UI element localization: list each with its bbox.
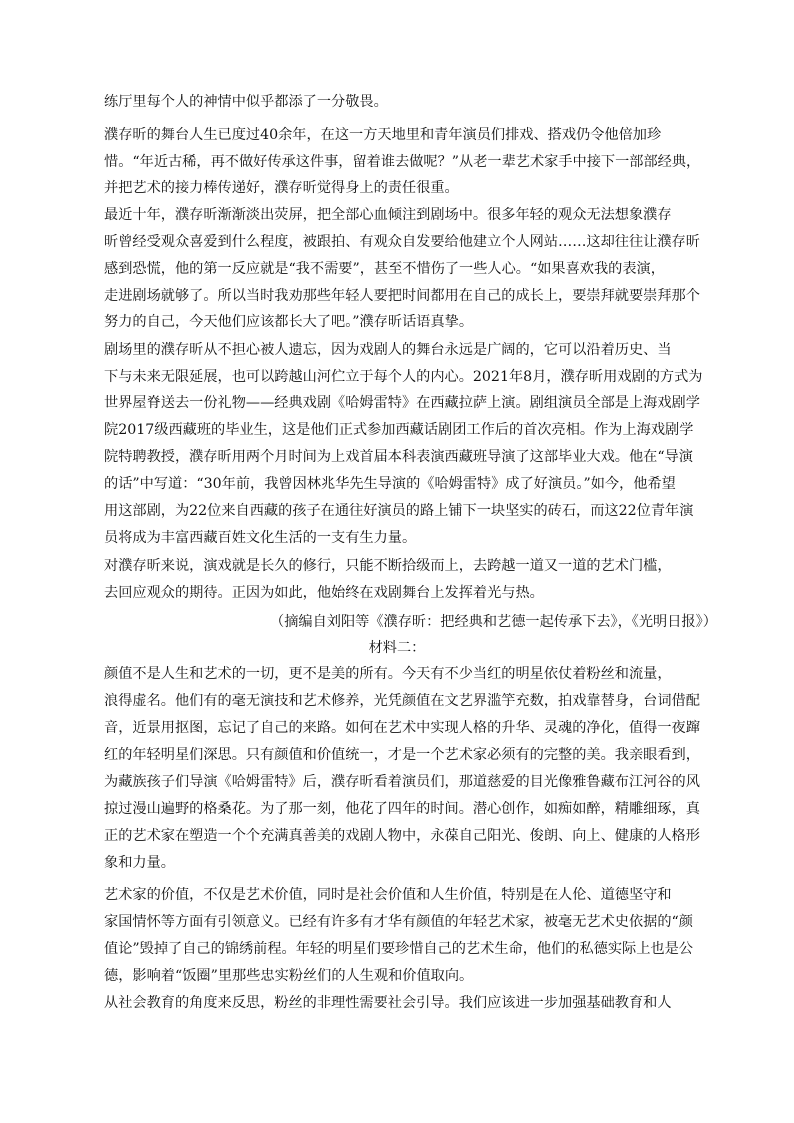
paragraph-line: 音，近景用抠图，忘记了自己的来路。如何在艺术中实现人格的升华、灵魂的净化，值得一夜蹿 — [104, 720, 700, 736]
paragraph-line: 值论”毁掉了自己的锦绣前程。年轻的明星们要珍惜自己的艺术生命，他们的私德实际上也是公 — [104, 941, 693, 957]
paragraph-line: 剧场里的濮存昕从不担心被人遗忘，因为戏剧人的舞台永远是广阔的，它可以沿着历史、当 — [104, 342, 672, 358]
paragraph-line: 昕曾经受观众喜爱到什么程度，被跟拍、有观众自发要给他建立个人网站……这却往往让濮存昕 — [104, 234, 700, 250]
paragraph-line: 努力的自己，今天他们应该都长大了吧。”濮存昕话语真挚。 — [104, 314, 474, 330]
source-citation: （摘编自刘阳等《濮存昕：把经典和艺德一起传承下去》，《光明日报》） — [270, 614, 717, 630]
paragraph-line: 家国情怀等方面有引领意义。已经有许多有才华有颜值的年轻艺术家，被毫无艺术史依据的“颜 — [104, 914, 693, 930]
paragraph-line: 世界屋脊送去一份礼物——经典戏剧《哈姆雷特》在西藏拉萨上演。剧组演员全部是上海戏剧学 — [104, 395, 700, 411]
paragraph-line: 的话”中写道：“30年前，我曾因林兆华先生导演的《哈姆雷特》成了好演员。”如今，他希望 — [104, 476, 676, 492]
section-heading: 材料二： — [368, 640, 426, 656]
paragraph-line: 惜。“年近古稀，再不做好传承这件事，留着谁去做呢？”从老一辈艺术家手中接下一部部经典， — [104, 154, 701, 170]
paragraph-line: 练厅里每个人的神情中似乎都添了一分敬畏。 — [104, 94, 388, 110]
paragraph-line: 象和力量。 — [104, 855, 175, 871]
paragraph-line: 从社会教育的角度来反思，粉丝的非理性需要社会引导。我们应该进一步加强基础教育和人 — [104, 995, 672, 1011]
paragraph-line: 走进剧场就够了。所以当时我劝那些年轻人要把时间都用在自己的成长上，要崇拜就要崇拜那个 — [104, 288, 700, 304]
paragraph-line: 艺术家的价值，不仅是艺术价值，同时是社会价值和人生价值，特别是在人伦、道德坚守和 — [104, 887, 672, 903]
paragraph-line: 对濮存昕来说，演戏就是长久的修行，只能不断拾级而上，去跨越一道又一道的艺术门槛， — [104, 558, 672, 574]
paragraph-line: 为藏族孩子们导演《哈姆雷特》后，濮存昕看着演员们，那道慈爱的目光像雅鲁藏布江河谷的风 — [104, 774, 700, 790]
paragraph-line: 红的年轻明星们深思。只有颜值和价值统一，才是一个艺术家必须有的完整的美。我亲眼看到， — [104, 747, 700, 763]
paragraph-line: 院特聘教授，濮存昕用两个月时间为上戏首届本科表演西藏班导演了这部毕业大戏。他在“导演 — [104, 449, 693, 465]
paragraph-line: 濮存昕的舞台人生已度过40余年，在这一方天地里和青年演员们排戏、搭戏仍令他倍加珍 — [104, 127, 662, 143]
paragraph-line: 德，影响着“饭圈”里那些忠实粉丝们的人生观和价值取向。 — [104, 968, 474, 984]
paragraph-line: 用这部剧，为22位来自西藏的孩子在通往好演员的路上铺下一块坚实的砖石，而这22位青年演 — [104, 503, 694, 519]
paragraph-line: 院2017级西藏班的毕业生，这是他们正式参加西藏话剧团工作后的首次亮相。作为上海戏剧学 — [104, 422, 694, 438]
paragraph-line: 员将成为丰富西藏百姓文化生活的一支有生力量。 — [104, 530, 417, 546]
paragraph-line: 颜值不是人生和艺术的一切，更不是美的所有。今天有不少当红的明星依仗着粉丝和流量， — [104, 666, 672, 682]
paragraph-line: 感到恐慌，他的第一反应就是“我不需要”，甚至不惜伤了一些人心。“如果喜欢我的表演， — [104, 261, 665, 277]
paragraph-line: 去回应观众的期待。正因为如此，他始终在戏剧舞台上发挥着光与热。 — [104, 585, 544, 601]
paragraph-line: 最近十年，濮存昕渐渐淡出荧屏，把全部心血倾注到剧场中。很多年轻的观众无法想象濮存 — [104, 207, 672, 223]
paragraph-line: 下与未来无限延展，也可以跨越山河伫立于每个人的内心。2021年8月，濮存昕用戏剧的方式为 — [104, 369, 703, 385]
paragraph-line: 浪得虚名。他们有的毫无演技和艺术修养，光凭颜值在文艺界滥竽充数，拍戏靠替身，台词借配 — [104, 693, 700, 709]
paragraph-line: 掠过漫山遍野的格桑花。为了那一刻，他花了四年的时间。潜心创作，如痴如醉，精雕细琢，真 — [104, 801, 700, 817]
paragraph-line: 并把艺术的接力棒传递好，濮存昕觉得身上的责任很重。 — [104, 180, 459, 196]
paragraph-line: 正的艺术家在塑造一个个充满真善美的戏剧人物中，永葆自己阳光、俊朗、向上、健康的人格形 — [104, 828, 700, 844]
